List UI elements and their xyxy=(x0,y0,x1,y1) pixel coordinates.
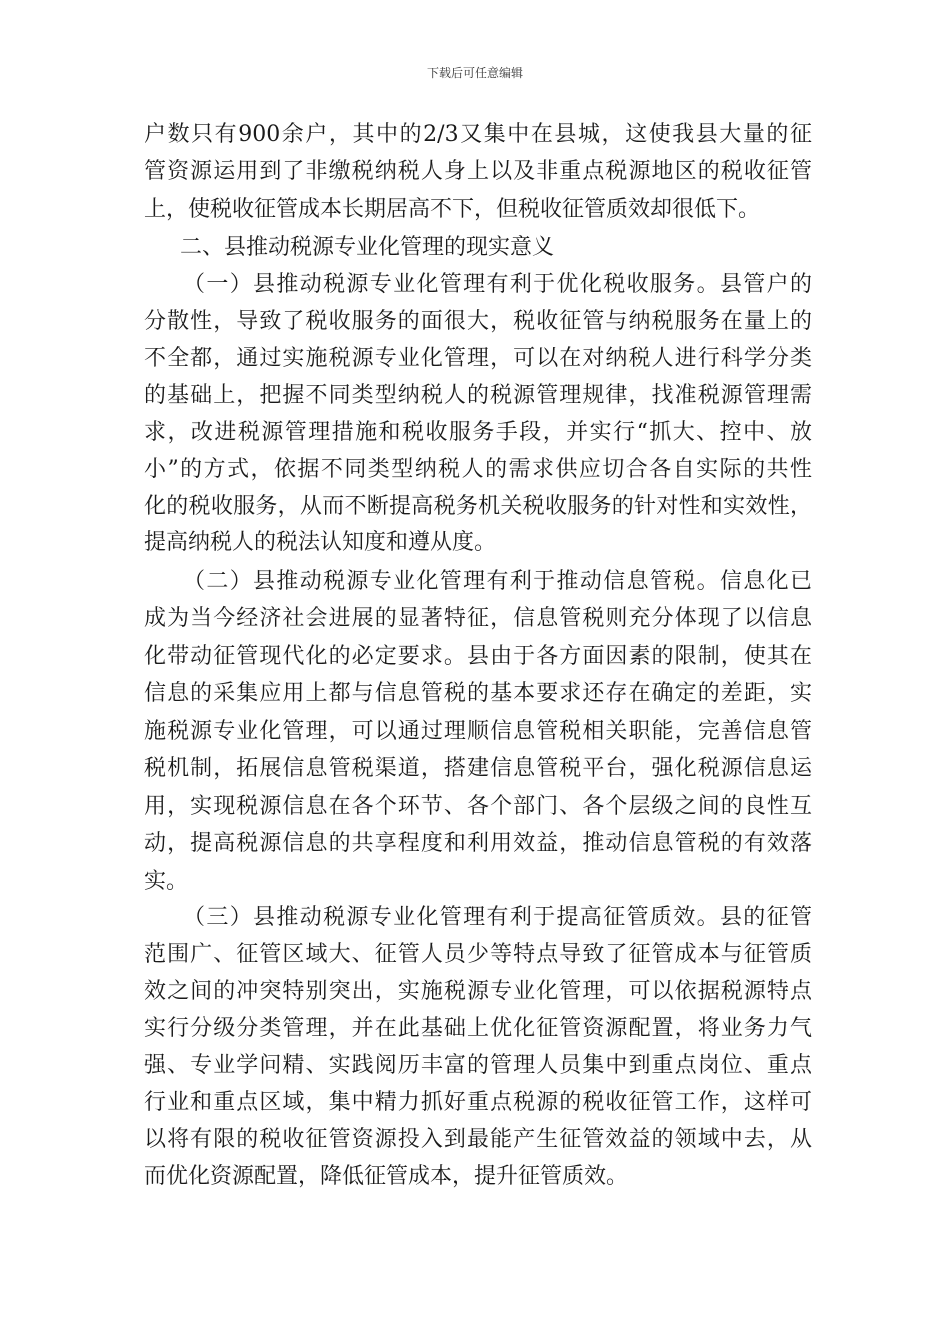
text-line: 二、县推动税源专业化管理的现实意义 xyxy=(180,235,555,260)
text-line: 小”的方式，依据不同类型纳税人的需求供应切合各自实际的共性 xyxy=(144,457,812,482)
text-line: 化的税收服务，从而不断提高税务机关税收服务的针对性和实效性， xyxy=(144,494,812,519)
text-line: 强、专业学问精、实践阅历丰富的管理人员集中到重点岗位、重点 xyxy=(144,1053,812,1078)
text-line: 用，实现税源信息在各个环节、各个部门、各个层级之间的良性互 xyxy=(144,794,812,819)
text-line: 不全都，通过实施税源专业化管理，可以在对纳税人进行科学分类 xyxy=(144,346,812,371)
text-line: 税机制，拓展信息管税渠道，搭建信息管税平台，强化税源信息运 xyxy=(144,756,812,781)
text-line: 户数只有900余户，其中的2/3又集中在县城，这使我县大量的征 xyxy=(144,122,812,147)
text-line: 以将有限的税收征管资源投入到最能产生征管效益的领域中去，从 xyxy=(144,1127,812,1152)
text-line: 成为当今经济社会进展的显著特征，信息管税则充分体现了以信息 xyxy=(144,606,812,631)
text-line: 提高纳税人的税法认知度和遵从度。 xyxy=(144,530,497,555)
text-line: 行业和重点区域，集中精力抓好重点税源的税收征管工作，这样可 xyxy=(144,1090,812,1115)
text-line: 实。 xyxy=(144,869,189,894)
text-line: 分散性，导致了税收服务的面很大，税收征管与纳税服务在量上的 xyxy=(144,309,812,334)
text-line: 而优化资源配置，降低征管成本，提升征管质效。 xyxy=(144,1164,629,1189)
text-line: 动，提高税源信息的共享程度和利用效益，推动信息管税的有效落 xyxy=(144,831,812,856)
text-line: 范围广、征管区域大、征管人员少等特点导致了征管成本与征管质 xyxy=(144,942,812,967)
text-line: 的基础上，把握不同类型纳税人的税源管理规律，找准税源管理需 xyxy=(144,383,812,408)
text-line: 信息的采集应用上都与信息管税的基本要求还存在确定的差距，实 xyxy=(144,681,812,706)
text-line: 施税源专业化管理，可以通过理顺信息管税相关职能，完善信息管 xyxy=(144,719,812,744)
text-line: 效之间的冲突特别突出，实施税源专业化管理，可以依据税源特点 xyxy=(144,979,812,1004)
text-line: 实行分级分类管理，并在此基础上优化征管资源配置，将业务力气 xyxy=(144,1016,812,1041)
text-line: 化带动征管现代化的必定要求。县由于各方面因素的限制，使其在 xyxy=(144,644,812,669)
text-line: （一）县推动税源专业化管理有利于优化税收服务。县管户的 xyxy=(183,272,812,297)
page-header-note: 下载后可任意编辑 xyxy=(426,66,523,80)
text-line: 上，使税收征管成本长期居高不下，但税收征管质效却很低下。 xyxy=(144,197,761,222)
text-line: 管资源运用到了非缴税纳税人身上以及非重点税源地区的税收征管 xyxy=(144,159,812,184)
text-line: （二）县推动税源专业化管理有利于推动信息管税。信息化已 xyxy=(183,569,812,594)
text-line: （三）县推动税源专业化管理有利于提高征管质效。县的征管 xyxy=(183,905,812,930)
text-line: 求，改进税源管理措施和税收服务手段，并实行“抓大、控中、放 xyxy=(144,420,812,445)
